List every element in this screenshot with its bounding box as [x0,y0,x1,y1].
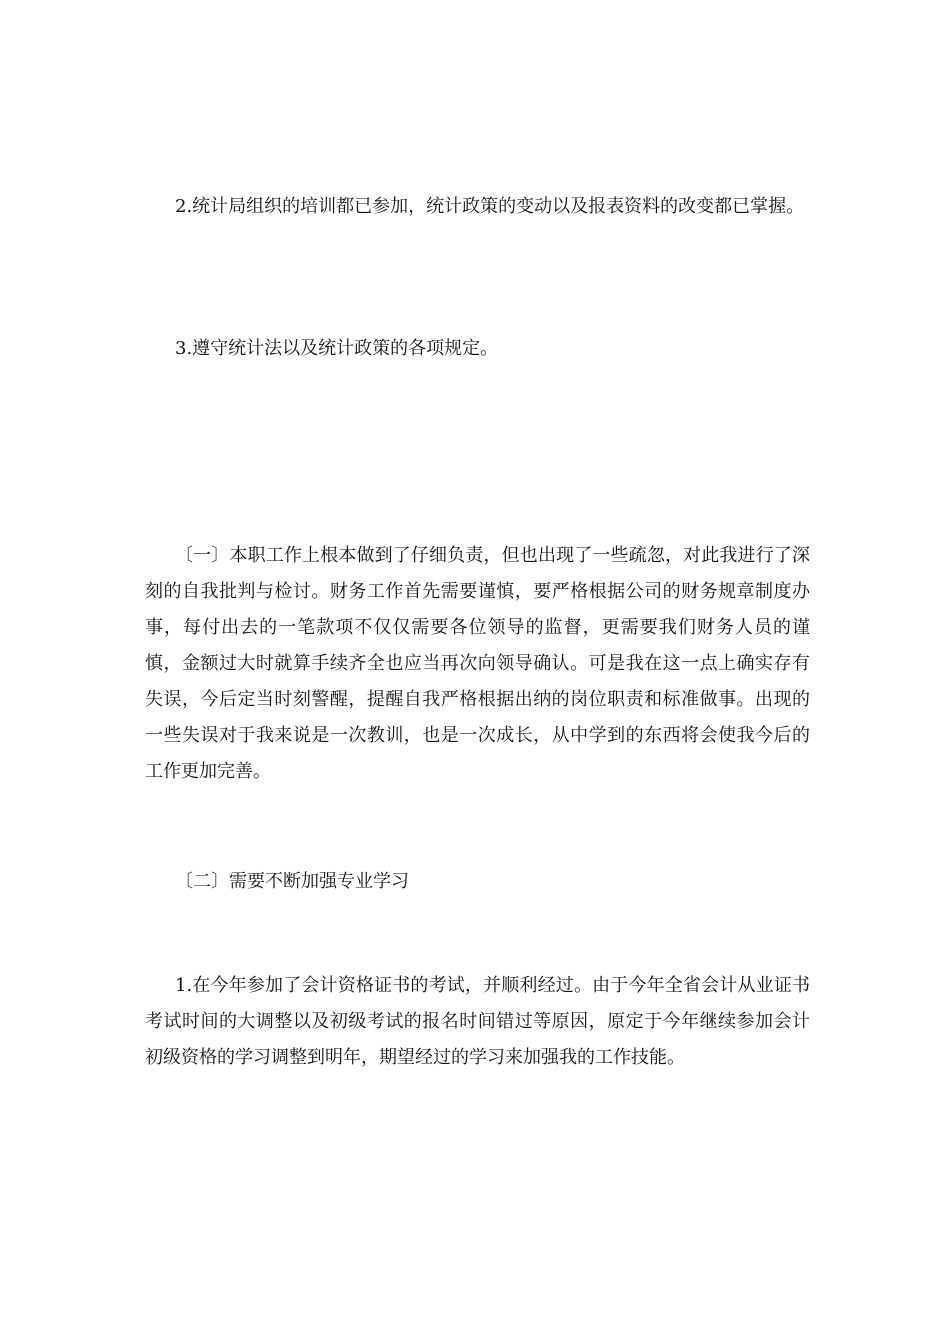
paragraph-accounting-exam: 1.在今年参加了会计资格证书的考试，并顺利经过。由于今年全省会计从业证书考试时间的大调整以及初级考试的报名时间错过等原因，原定于今年继续参加会计初级资格的学习调整到明年，期望经过的学习来加强我的工作技能。 [145,975,810,1068]
paragraph-section-two-heading: 〔二〕需要不断加强专业学习 [175,871,409,892]
paragraph-statistics-training: 2.统计局组织的培训都已参加，统计政策的变动以及报表资料的改变都已掌握。 [175,196,805,217]
paragraph-statistics-law: 3.遵守统计法以及统计政策的各项规定。 [175,338,499,359]
paragraph-section-one: 〔一〕本职工作上根本做到了仔细负责，但也出现了一些疏忽，对此我进行了深刻的自我批判与检讨。财务工作首先需要谨慎，要严格根据公司的财务规章制度办事，每付出去的一笔款项不仅仅需要各位领导的监督，更需要我们财务人员的谨慎，金额过大时就算手续齐全也应当再次向领导确认。可是我在这一点上确实存有失误，今后定当时刻警醒，提醒自我严格根据出纳的岗位职责和标准做事。出现的一些失误对于我来说是一次教训，也是一次成长，从中学到的东西将会使我今后的工作更加完善。 [145,545,810,782]
